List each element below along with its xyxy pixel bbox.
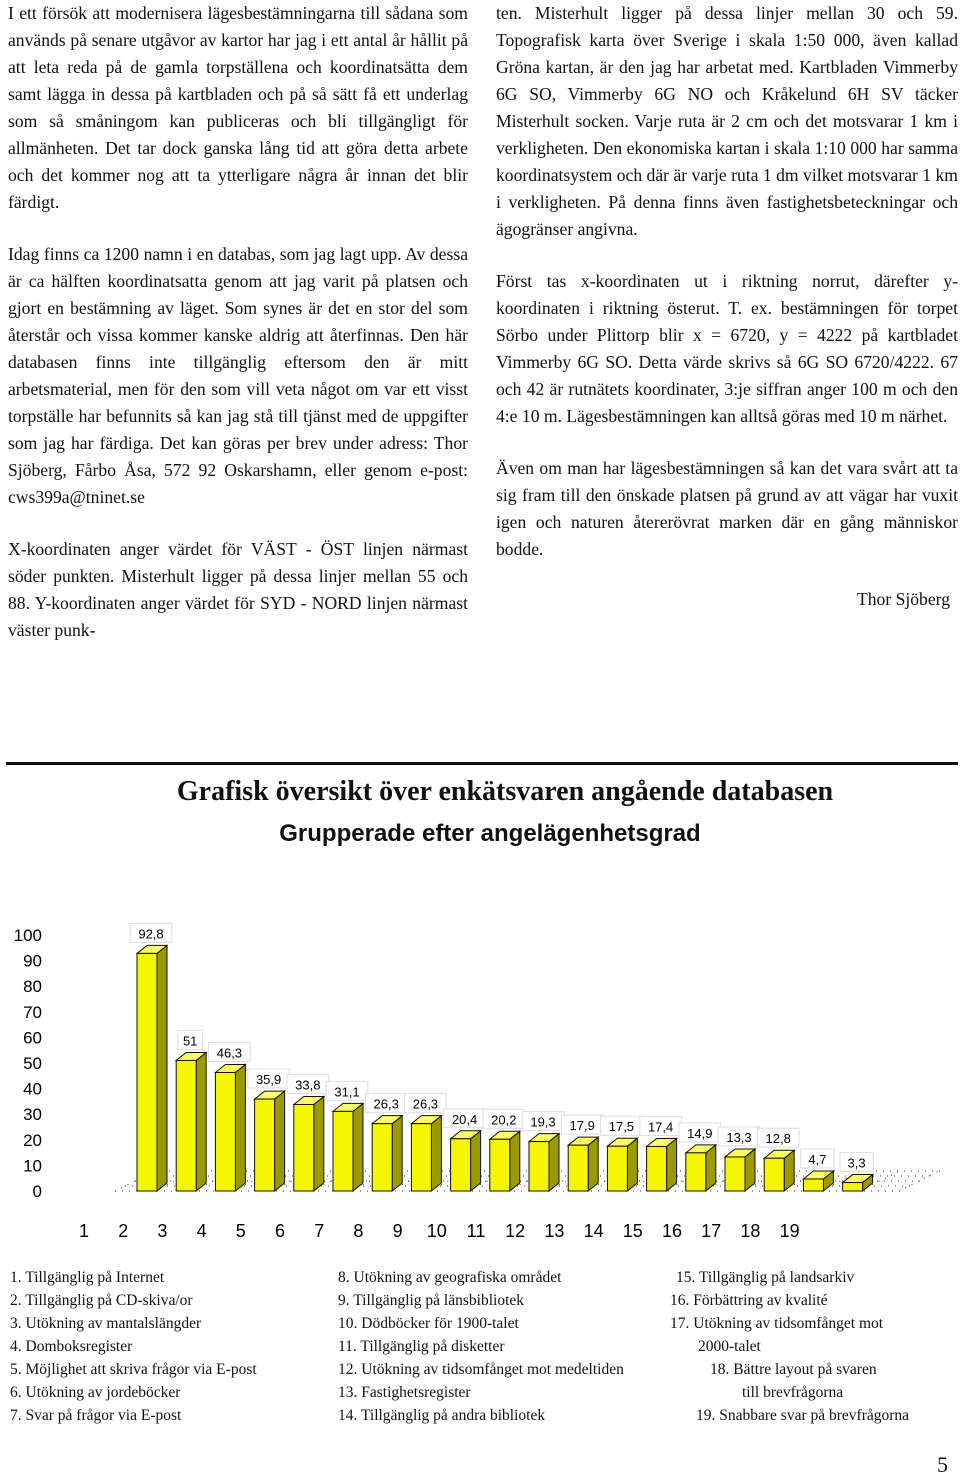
bar bbox=[607, 1146, 627, 1191]
data-label: 26,3 bbox=[373, 1096, 399, 1112]
bar bbox=[686, 1153, 706, 1191]
x-tick-label: 16 bbox=[661, 1221, 683, 1241]
paragraph: ten. Misterhult ligger på dessa linjer mellan 30 och 59. Topografisk karta över Sverige i skala 1:50 000, även kallad Gröna kartan, är den jag har arbetat med. Kartbladen Vimmerby 6G SO, Vimmerby 6G NO och Kråkelund 6H SV täcker Misterhult socken. Varje ruta är 2 cm och det motsvarar 1 km i verkligheten. Den ekonomiska kartan i skala 1:10 000 har samma koordinatsystem och där är varje ruta 1 dm vilket motsvarar 1 km i verkligheten. På denna finns även fastighetsbeteckningar och ägogränser angivna. bbox=[496, 3, 958, 239]
bar-side bbox=[157, 945, 167, 1191]
legend-entry: 13. Fastighetsregister bbox=[338, 1384, 471, 1401]
bar-side bbox=[471, 1131, 481, 1191]
x-tick-label: 3 bbox=[157, 1221, 168, 1241]
x-tick-label: 18 bbox=[740, 1221, 761, 1241]
chart-subtitle: Grupperade efter angelägenhetsgrad bbox=[279, 820, 701, 847]
left-column bbox=[8, 0, 468, 669]
legend-entry: 9. Tillgänglig på länsbibliotek bbox=[338, 1292, 525, 1309]
x-tick-label: 19 bbox=[779, 1221, 800, 1241]
bar bbox=[725, 1157, 745, 1191]
bar bbox=[529, 1142, 549, 1191]
data-label: 33,8 bbox=[295, 1077, 321, 1093]
chart-title: Grafisk översikt över enkätsvaren angående databasen bbox=[176, 776, 834, 807]
bar bbox=[411, 1124, 431, 1191]
bar-side bbox=[549, 1134, 559, 1191]
paragraph: Först tas x-koordinaten ut i riktning norrut, därefter y-koordinaten i riktning österut. T. ex. bestämningen för torpet Sörbo under Plittorp blir x = 6720, y = 4222 på kartbladet Vimmerby 6G SO. Detta värde skrivs så 6G SO 6720/4222. 67 och 42 är rutnätets koordinater, 3:je siffran anger 100 m och den 4:e 10 m. Lägesbestämningen kan alltså göras med 10 m närhet. bbox=[496, 271, 958, 426]
bar-side bbox=[667, 1138, 677, 1191]
bar bbox=[215, 1072, 235, 1191]
data-label: 4,7 bbox=[808, 1151, 827, 1167]
paragraph: Idag finns ca 1200 namn i en databas, som jag lagt upp. Av dessa är ca hälften koordinatsatta genom att jag varit på platsen och gjort en bestämning av läget. Som synes är det en stor del som återstår och vissa kommer kanske aldrig att återfinnas. Den här databasen finns inte tillgänglig eftersom den är mitt arbetsmaterial, men för den som vill veta något om var ett visst torpställe har befunnits så kan jag stå till tjänst med de uppgifter som jag har färdiga. Det kan göras per brev under adress: Thor Sjöberg, Fårbo Åsa, 572 92 Oskarshamn, eller genom e-post: cws399a@tninet.se bbox=[8, 244, 468, 507]
x-tick-label: 10 bbox=[426, 1221, 447, 1241]
bar bbox=[333, 1111, 353, 1191]
bar-side bbox=[510, 1131, 520, 1191]
x-tick-label: 6 bbox=[274, 1221, 286, 1241]
data-label: 17,4 bbox=[647, 1119, 674, 1135]
bar bbox=[568, 1145, 588, 1191]
bar bbox=[843, 1183, 863, 1191]
x-tick-label: 1 bbox=[78, 1221, 90, 1241]
data-label: 26,3 bbox=[412, 1096, 439, 1112]
bar bbox=[176, 1060, 196, 1191]
x-tick-label: 4 bbox=[196, 1221, 207, 1241]
legend-entry: 3. Utökning av mantalslängder bbox=[10, 1315, 202, 1332]
legend-entry: 1. Tillgänglig på Internet bbox=[10, 1269, 165, 1286]
data-label: 17,9 bbox=[569, 1118, 595, 1134]
legend-entry: 15. Tillgänglig på landsarkiv bbox=[676, 1269, 855, 1286]
bar bbox=[764, 1158, 784, 1191]
bar-side bbox=[431, 1116, 441, 1191]
bar bbox=[255, 1099, 275, 1191]
y-tick-label: 60 bbox=[23, 1028, 42, 1048]
x-tick-label: 13 bbox=[544, 1221, 565, 1241]
x-tick-label: 8 bbox=[353, 1221, 364, 1241]
paragraph: Även om man har lägesbestämningen så kan det vara svårt att ta sig fram till den önskade platsen på grund av att vägar har vuxit igen och naturen återerövrat marken där en gång människor bodde. bbox=[496, 458, 958, 559]
bar-side bbox=[235, 1064, 245, 1191]
y-tick-label: 80 bbox=[23, 977, 42, 997]
paragraph: I ett försök att modernisera lägesbestämningarna till sådana som används på senare utgåvor av kartor har jag i ett antal år hållit på att leta reda på de gamla torpställena och koordinatsätta dem samt lägga in dessa på kartbladen och på så sätt få ett underlag som så småningom kan publiceras och bli tillgängligt för allmänheten. Det tar dock ganska lång tid att göra detta arbete och det kommer nog att ta ytterligare några år innan det blir färdigt. bbox=[8, 3, 468, 212]
legend-entry: 2. Tillgänglig på CD-skiva/or bbox=[10, 1292, 193, 1309]
y-tick-label: 0 bbox=[32, 1182, 42, 1201]
bar bbox=[451, 1139, 471, 1191]
x-tick-label: 2 bbox=[118, 1221, 129, 1241]
bar bbox=[137, 953, 157, 1191]
x-tick-label: 9 bbox=[392, 1221, 403, 1241]
x-tick-label: 12 bbox=[505, 1221, 526, 1241]
legend-entry: 7. Svar på frågor via E-post bbox=[10, 1407, 182, 1424]
legend-entry: 17. Utökning av tidsomfånget mot bbox=[670, 1315, 884, 1332]
data-label: 12,8 bbox=[765, 1131, 791, 1147]
bar bbox=[803, 1179, 823, 1191]
bar bbox=[490, 1139, 510, 1191]
data-label: 35,9 bbox=[255, 1072, 282, 1088]
y-tick-label: 40 bbox=[23, 1079, 42, 1099]
x-tick-label: 17 bbox=[701, 1221, 722, 1241]
data-label: 17,5 bbox=[608, 1119, 635, 1135]
bar bbox=[647, 1146, 667, 1191]
bar-side bbox=[314, 1096, 324, 1191]
bar-side bbox=[353, 1103, 363, 1191]
legend-column bbox=[10, 1266, 257, 1427]
signature: Thor Sjöberg bbox=[856, 589, 950, 609]
legend-entry: 19. Snabbare svar på brevfrågorna bbox=[696, 1407, 910, 1424]
y-tick-label: 30 bbox=[23, 1105, 42, 1125]
bar-side bbox=[196, 1052, 206, 1191]
x-tick-label: 7 bbox=[314, 1221, 325, 1241]
x-tick-label: 5 bbox=[235, 1221, 246, 1241]
data-label: 3,3 bbox=[847, 1155, 866, 1171]
right-column bbox=[496, 0, 958, 613]
y-tick-label: 100 bbox=[13, 926, 42, 945]
paragraph: X-koordinaten anger värdet för VÄST - ÖST linjen närmast söder punkten. Misterhult ligger på dessa linjer mellan 55 och 88. Y-koordinaten anger värdet för SYD - NORD linjen närmast väster punk- bbox=[8, 539, 468, 640]
legend-entry: 5. Möjlighet att skriva frågor via E-post bbox=[10, 1361, 257, 1378]
y-tick-label: 90 bbox=[23, 951, 42, 971]
legend-entry: 4. Domboksregister bbox=[10, 1338, 133, 1355]
legend-entry: 10. Dödböcker för 1900-talet bbox=[338, 1315, 519, 1332]
legend-entry: till brevfrågorna bbox=[742, 1384, 844, 1401]
bar-chart bbox=[0, 900, 960, 1250]
legend-entry: 2000-talet bbox=[698, 1338, 761, 1355]
y-tick-label: 50 bbox=[23, 1054, 42, 1073]
legend-entry: 6. Utökning av jordeböcker bbox=[10, 1384, 181, 1401]
x-tick-label: 14 bbox=[583, 1221, 604, 1241]
data-label: 31,1 bbox=[334, 1084, 360, 1100]
legend-entry: 18. Bättre layout på svaren bbox=[710, 1361, 877, 1378]
bar-side bbox=[588, 1137, 598, 1191]
legend-column bbox=[670, 1266, 909, 1427]
horizontal-rule bbox=[6, 762, 958, 765]
legend-column bbox=[338, 1266, 624, 1427]
data-label: 20,2 bbox=[491, 1112, 517, 1128]
legend-entry: 8. Utökning av geografiska området bbox=[338, 1269, 562, 1286]
x-tick-label: 11 bbox=[466, 1221, 486, 1241]
legend-entry: 12. Utökning av tidsomfånget mot medeltiden bbox=[338, 1361, 624, 1378]
bar bbox=[372, 1124, 392, 1191]
x-tick-label: 15 bbox=[622, 1221, 643, 1241]
bar bbox=[294, 1104, 314, 1191]
data-label: 92,8 bbox=[138, 926, 164, 942]
data-label: 46,3 bbox=[216, 1045, 243, 1061]
bar-side bbox=[627, 1138, 637, 1191]
data-label: 51 bbox=[182, 1033, 198, 1049]
y-tick-label: 70 bbox=[23, 1002, 42, 1022]
bar-side bbox=[275, 1091, 285, 1191]
bar-side bbox=[392, 1116, 402, 1191]
legend-entry: 16. Förbättring av kvalité bbox=[670, 1292, 828, 1309]
y-tick-label: 20 bbox=[23, 1130, 42, 1150]
page-number: 5 bbox=[937, 1452, 948, 1477]
data-label: 13,3 bbox=[726, 1129, 752, 1145]
data-label: 20,4 bbox=[451, 1111, 478, 1127]
legend-entry: 11. Tillgänglig på disketter bbox=[338, 1338, 505, 1355]
legend-entry: 14. Tillgänglig på andra bibliotek bbox=[338, 1407, 546, 1424]
data-label: 19,3 bbox=[530, 1114, 556, 1130]
data-label: 14,9 bbox=[687, 1125, 713, 1141]
y-tick-label: 10 bbox=[23, 1156, 42, 1176]
